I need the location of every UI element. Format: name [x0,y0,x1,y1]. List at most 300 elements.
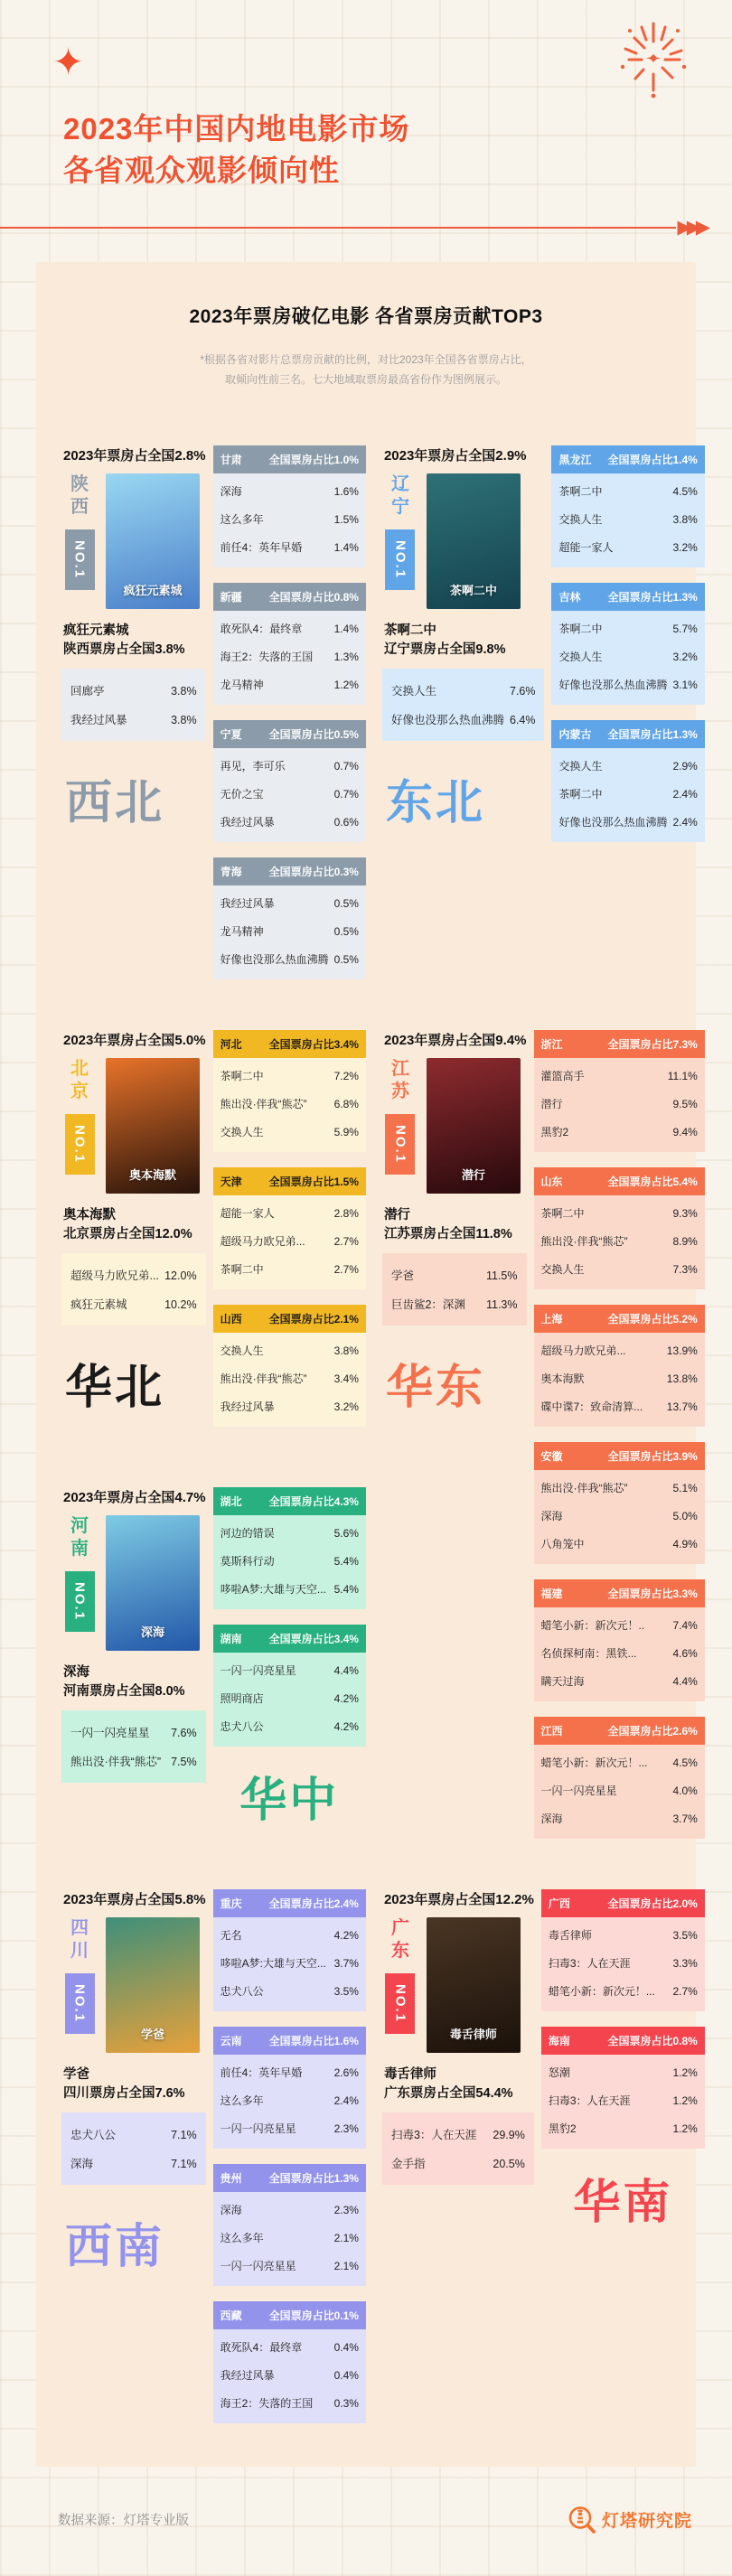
film-name: 名侦探柯南：黑铁... [540,1647,637,1661]
province-box-films [534,1745,705,1839]
top-province-films [61,1253,206,1325]
province-box-header [551,720,704,748]
film-row [221,1712,359,1740]
film-row [221,2224,359,2252]
film-name: 哆啦A梦:大雄与天空... [220,1582,326,1596]
film-row [70,2120,197,2149]
province-boxes [551,445,704,842]
film-row [221,1364,359,1392]
film-row [391,676,536,705]
film-row [541,1364,698,1392]
film-share: 4.6% [672,1647,698,1661]
film-row [541,1336,698,1364]
film-share: 5.4% [333,1582,359,1596]
province-box-header [534,1167,705,1195]
province-box-films [534,1607,705,1701]
film-name: 莫斯科行动 [220,1554,275,1568]
top-province-films [382,1253,527,1325]
film-share: 3.3% [672,1957,698,1971]
film-name: 茶啊二中 [558,788,603,801]
film-share: 6.8% [333,1098,359,1111]
province-box [551,445,704,567]
province-share: 全国票房占比2.6% [607,1725,698,1738]
sparkle-icon: ✦ [52,41,85,83]
film-row [70,1260,197,1289]
region-overview [382,1889,534,2185]
province-box-films [541,2055,705,2149]
hero-left [382,1917,418,2053]
film-name: 黑豹2 [540,1126,569,1139]
film-name: 毒舌律师 [548,1929,592,1943]
film-row [558,533,697,561]
film-row [221,1949,359,1977]
film-row [221,752,359,780]
province-share: 全国票房占比3.3% [607,1588,698,1601]
film-share: 3.2% [672,651,698,664]
film-name: 一闪一闪亮星星 [220,1663,296,1677]
movie-poster: 疯狂元素城 [106,473,200,609]
province-box-header [534,1579,705,1607]
top-province-films [382,669,545,741]
film-share: 2.4% [333,2094,359,2108]
province-name: 海南 [548,2035,570,2048]
region-overview [61,1487,206,1783]
film-row [558,670,697,698]
province-name: 内蒙古 [558,728,592,742]
region-block [61,1030,366,1437]
province-box [213,1305,366,1427]
film-share: 5.9% [333,1126,359,1139]
province-share: 全国票房占比3.4% [268,1632,359,1645]
region-name: 西北 [65,777,165,830]
film-share: 1.6% [333,485,359,499]
hero-left [61,1515,98,1651]
top-province-name [391,1058,409,1103]
province-box-header [534,1442,705,1470]
province-share: 全国票房占比1.3% [268,2172,359,2186]
region-name: 华东 [385,1362,485,1415]
province-share: 全国票房占比0.5% [268,728,359,742]
province-share: 全国票房占比1.5% [268,1176,359,1189]
film-row [558,505,697,533]
film-name: 回廊亭 [70,685,105,698]
province-name: 江西 [540,1725,563,1738]
film-row [221,642,359,670]
film-name: 哆啦A梦:大雄与天空... [220,1957,326,1971]
film-share: 7.1% [171,2158,197,2171]
film-share: 3.7% [672,1813,698,1826]
region-overview [61,1889,206,2276]
region-overview [61,1030,206,1417]
province-box-films [213,1917,366,2011]
region-share-label: 2023年票房占全国9.4% [383,1033,527,1049]
province-name: 山西 [220,1313,242,1326]
film-share: 0.7% [333,788,359,801]
film-name: 我经过风暴 [220,816,275,829]
province-box-header [213,445,366,473]
film-row [221,2196,359,2224]
data-source: 数据来源：灯塔专业版 [58,2514,189,2529]
film-share: 9.5% [672,1098,698,1111]
top-province-films [61,2112,206,2185]
region-block [382,445,705,979]
page-title-line2: 各省观众观影倾向性 [63,153,340,187]
film-share: 4.5% [672,1756,698,1770]
film-share: 3.8% [333,1344,359,1358]
region-share-label: 2023年票房占全国4.7% [63,1489,206,1505]
no1-badge: NO.1 [65,1114,95,1175]
film-share: 3.1% [672,679,698,692]
film-name: 无价之宝 [220,788,264,801]
province-box [213,1167,366,1289]
film-name: 无名 [220,1929,242,1943]
film-row [221,1575,359,1603]
film-name: 海王2：失落的王国 [220,651,314,664]
province-box-header [534,1030,705,1058]
top-province-name [391,473,409,519]
region-overview [382,445,545,832]
film-share: 6.4% [509,714,536,727]
film-row [558,642,697,670]
province-box [213,2301,366,2423]
film-name: 超级马力欧兄弟... [70,1269,159,1283]
film-name: 蜡笔小新：新次元！.. [540,1619,645,1633]
film-name: 敢死队4：最终章 [220,623,303,636]
province-box [541,1889,705,2011]
film-share: 2.4% [672,816,698,829]
film-name: 一闪一闪亮星星 [70,1726,150,1739]
film-row [221,1090,359,1118]
top-movie-share: 广东票房占全国54.4% [383,2086,513,2102]
film-row [541,1474,698,1502]
hero-left [61,1917,98,2053]
province-box-films [551,473,704,567]
province-box-films [551,748,704,842]
film-name: 茶啊二中 [220,1070,264,1083]
film-share: 20.5% [493,2158,525,2171]
film-name: 黑豹2 [548,2122,577,2136]
film-name: 深海 [220,485,242,499]
film-row [221,2252,359,2280]
film-row [541,1667,698,1695]
movie-poster: 茶啊二中 [427,473,521,609]
province-box-films [541,1917,705,2011]
film-name: 潜行 [540,1098,563,1111]
film-share: 1.4% [333,541,359,555]
film-name: 交换人生 [540,1263,585,1277]
film-name: 蜡笔小新：新次元！... [548,1985,655,1999]
film-name: 扫毒3：人在天涯 [548,2094,631,2108]
province-box-header [541,1889,705,1917]
province-box-films [534,1058,705,1152]
top-movie-caption [63,1206,206,1244]
film-share: 7.1% [171,2129,197,2142]
film-name: 这么多年 [220,2094,264,2108]
infographic-card [36,262,696,2467]
region-name: 华南 [573,2177,673,2230]
film-name: 这么多年 [220,513,264,527]
province-box [534,1030,705,1152]
province-box-films [213,611,366,705]
province-char: 广 [390,1918,409,1939]
film-name: 前任4：英年早婚 [220,2066,303,2080]
film-row [221,1255,359,1283]
film-row [221,917,359,945]
film-row [70,1747,197,1775]
film-name: 我经过风暴 [220,1400,275,1414]
film-name: 深海 [540,1510,563,1523]
province-char: 宁 [390,497,409,518]
no1-badge: NO.1 [385,1114,415,1175]
film-row [221,2058,359,2086]
header-divider [0,218,732,237]
film-row [541,1118,698,1146]
film-row [221,2389,359,2417]
province-name: 甘肃 [220,454,242,467]
province-box-films [213,473,366,567]
film-name: 忠犬八公 [220,1985,264,1999]
film-name: 交换人生 [390,685,436,698]
province-box-films [213,885,366,979]
province-char: 辽 [390,474,409,495]
province-char: 陕 [70,474,89,495]
top-movie-share: 河南票房占全国8.0% [63,1683,185,1699]
film-share: 10.2% [164,1298,197,1312]
film-share: 0.4% [333,2341,359,2355]
province-box-header [213,1625,366,1653]
top-movie-share: 四川票房占全国7.6% [63,2086,185,2102]
film-share: 3.7% [333,1957,359,1971]
film-name: 我经过风暴 [220,2369,275,2383]
province-share: 全国票房占比1.3% [607,591,698,604]
film-row [541,1255,698,1283]
province-boxes [213,1889,366,2423]
province-share: 全国票房占比1.3% [607,728,698,742]
film-share: 7.3% [672,1263,698,1277]
film-name: 奥本海默 [540,1372,585,1386]
film-share: 2.7% [672,1985,698,1999]
top-province-name [391,1917,409,1962]
film-row [221,1392,359,1420]
movie-poster: 奥本海默 [106,1058,200,1194]
top-movie-share: 辽宁票房占全国9.8% [383,642,506,658]
province-box-films [213,1333,366,1427]
province-name: 湖北 [220,1494,242,1508]
film-name: 熊出没·伴我“熊芯” [220,1372,307,1386]
film-name: 海王2：失落的王国 [220,2397,314,2411]
film-row [541,1227,698,1255]
top-province-name [70,1917,89,1962]
province-char: 南 [70,1538,89,1559]
film-share: 3.5% [333,1985,359,1999]
province-box-films [534,1195,705,1289]
film-name: 茶啊二中 [558,623,603,636]
province-box [534,1717,705,1839]
no1-badge: NO.1 [65,1571,95,1632]
top-movie-name: 毒舌律师 [383,2067,436,2083]
province-box-films [213,1653,366,1747]
card-subtitle-line1: *根据各省对影片总票房贡献的比例，对比2023年全国各省票房占比， [200,353,532,367]
region-share-label: 2023年票房占全国2.9% [383,448,527,464]
film-share: 1.2% [333,679,359,692]
hero-row [61,473,206,609]
province-box-header [213,583,366,611]
no1-badge: NO.1 [385,529,415,590]
lighthouse-logo-icon [568,2505,596,2534]
film-name: 再见，李可乐 [220,760,286,773]
film-name: 超能一家人 [220,1207,275,1221]
film-share: 2.6% [333,2066,359,2080]
film-share: 2.4% [672,788,698,801]
film-row [541,1530,698,1558]
province-name: 天津 [220,1176,242,1189]
top-movie-caption [63,2065,206,2103]
top-movie-caption [63,622,206,660]
province-box-films [213,2192,366,2286]
province-boxes [213,1030,366,1427]
film-name: 好像也没那么热血沸腾 [558,816,668,829]
film-share: 4.2% [333,1719,359,1733]
province-share: 全国票房占比0.8% [607,2035,698,2048]
film-share: 13.9% [666,1344,698,1358]
region-share-label: 2023年票房占全国5.0% [63,1033,206,1049]
brand-name: 灯塔研究院 [601,2512,692,2532]
province-name: 新疆 [220,591,242,604]
film-row [221,533,359,561]
film-share: 13.8% [666,1372,698,1386]
film-name: 好像也没那么热血沸腾 [390,714,504,727]
province-char: 西 [70,497,89,518]
film-name: 照明商店 [220,1691,264,1705]
film-row [391,2149,525,2178]
province-name: 黑龙江 [558,454,592,467]
film-row [221,1118,359,1146]
film-row [221,808,359,836]
no1-badge: NO.1 [65,1973,95,2034]
no1-badge: NO.1 [65,529,95,590]
divider-line [0,227,676,229]
film-name: 好像也没那么热血沸腾 [558,679,668,692]
film-name: 这么多年 [220,2232,264,2245]
film-name: 碟中谍7：致命清算... [540,1400,643,1414]
film-share: 3.5% [672,1929,698,1943]
hero-left [61,473,98,609]
film-share: 4.4% [333,1663,359,1677]
film-share: 1.2% [672,2094,698,2108]
page-title [63,108,732,191]
movie-poster: 深海 [106,1515,200,1651]
film-name: 忠犬八公 [70,2129,117,2142]
province-share: 全国票房占比0.1% [268,2309,359,2323]
province-box-films [213,1515,366,1609]
film-name: 熊出没·伴我“熊芯” [220,1098,307,1111]
province-box [213,857,366,979]
province-share: 全国票房占比1.0% [268,454,359,467]
province-char: 京 [70,1082,89,1102]
province-box [534,1167,705,1289]
province-share: 全国票房占比2.1% [268,1313,359,1326]
province-box [213,1487,366,1609]
film-name: 超级马力欧兄弟... [540,1344,626,1358]
film-row [70,705,197,734]
province-char: 苏 [390,1082,409,1102]
film-row [221,1062,359,1090]
film-name: 交换人生 [220,1126,264,1139]
province-name: 吉林 [558,591,581,604]
province-char: 东 [390,1941,409,1962]
film-share: 12.0% [164,1269,197,1283]
film-row [549,1977,698,2005]
movie-poster: 潜行 [427,1058,521,1194]
film-share: 11.5% [485,1269,518,1283]
film-name: 怒潮 [548,2066,570,2080]
film-row [221,2333,359,2361]
film-row [221,2361,359,2389]
film-row [558,780,697,808]
film-share: 4.4% [672,1675,698,1689]
hero-row [61,1058,206,1194]
film-name: 巨齿鲨2：深渊 [390,1298,465,1312]
film-row [541,1776,698,1804]
province-box [534,1442,705,1564]
top-movie-caption [384,2065,534,2103]
film-share: 2.8% [333,1207,359,1221]
film-share: 9.4% [672,1126,698,1139]
top-movie-name: 学爸 [63,2067,89,2083]
province-box-header [213,1030,366,1058]
no1-badge: NO.1 [385,1973,415,2034]
region-overview [382,1030,527,1417]
film-name: 深海 [540,1813,563,1826]
province-box [534,1305,705,1427]
province-box [213,720,366,842]
top-movie-share: 陕西票房占全国3.8% [63,642,185,658]
film-name: 茶啊二中 [220,1263,264,1277]
film-row [70,676,197,705]
film-share: 5.6% [333,1526,359,1540]
film-name: 好像也没那么热血沸腾 [220,953,329,967]
province-char: 江 [390,1059,409,1080]
film-name: 一闪一闪亮星星 [220,2122,296,2136]
film-row [221,780,359,808]
film-row [558,614,697,642]
film-name: 熊出没·伴我“熊芯” [540,1482,628,1495]
film-share: 5.1% [672,1482,698,1495]
film-name: 河边的错误 [220,1526,275,1540]
top-movie-name: 深海 [63,1664,89,1680]
card-title: 2023年票房破亿电影 各省票房贡献TOP3 [189,306,543,328]
film-share: 3.8% [672,513,698,527]
film-share: 0.5% [333,925,359,939]
province-name: 重庆 [220,1897,242,1911]
hero-row [61,1917,206,2053]
film-share: 3.8% [171,714,197,727]
top-province-name [70,1058,89,1103]
province-box [541,2027,705,2149]
province-char: 河 [70,1515,89,1536]
province-box-header [213,1487,366,1515]
film-row [221,2086,359,2114]
top-province-name [70,473,89,519]
province-share: 全国票房占比0.3% [268,866,359,879]
film-row [549,2086,698,2114]
film-row [221,670,359,698]
film-share: 8.9% [672,1235,698,1249]
province-box-header [213,720,366,748]
province-box-header [213,2027,366,2055]
film-share: 5.4% [333,1554,359,1568]
province-name: 西藏 [220,2309,242,2323]
